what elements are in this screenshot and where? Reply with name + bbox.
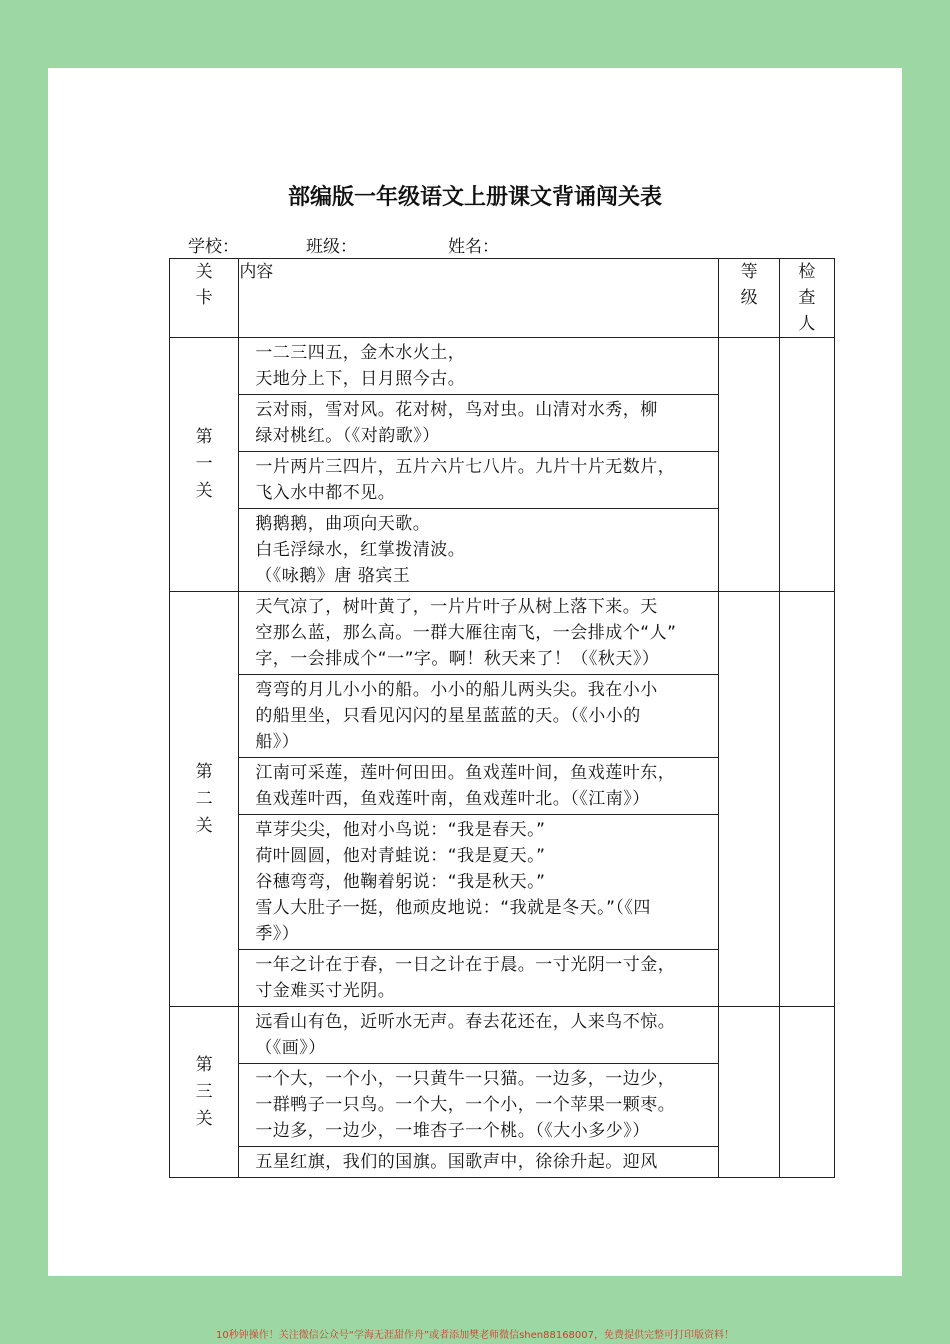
recitation-text bbox=[239, 675, 719, 758]
text-line: 船》） bbox=[255, 732, 300, 752]
name-field-label: 姓名： bbox=[448, 237, 499, 257]
recitation-text bbox=[239, 509, 719, 592]
document-page bbox=[48, 68, 902, 1276]
document-title: 部编版一年级语文上册课文背诵闯关表 bbox=[287, 185, 662, 210]
level-label bbox=[170, 338, 239, 592]
text-line: 江南可采莲，莲叶何田田。鱼戏莲叶间，鱼戏莲叶东， bbox=[255, 763, 676, 783]
recitation-table bbox=[169, 258, 835, 1178]
text-line: 雪人大肚子一挺，他顽皮地说：“我就是冬天。”（《四 bbox=[255, 898, 651, 918]
text-line: 的船里坐，只看见闪闪的星星蓝蓝的天。（《小小的 bbox=[255, 706, 641, 726]
table-row bbox=[170, 592, 835, 675]
text-line: 寸金难买寸光阴。 bbox=[255, 981, 396, 1001]
header-grade bbox=[719, 259, 779, 338]
text-line: 季》） bbox=[255, 924, 300, 944]
header-level-char: 关 bbox=[195, 262, 213, 282]
recitation-text bbox=[239, 815, 719, 950]
text-line: 绿对桃红。（《对韵歌》） bbox=[255, 426, 440, 446]
recitation-text bbox=[239, 950, 719, 1007]
recitation-text bbox=[239, 338, 719, 395]
header-checker bbox=[779, 259, 834, 338]
text-line: 鹅鹅鹅，曲项向天歌。 bbox=[255, 514, 431, 534]
text-line: 一边多，一边少，一堆杏子一个桃。（《大小多少》） bbox=[255, 1121, 650, 1141]
recitation-text bbox=[239, 592, 719, 675]
checker-cell[interactable] bbox=[779, 592, 834, 1007]
header-checker-char: 查 bbox=[798, 288, 816, 308]
text-line: 远看山有色，近听水无声。春去花还在，人来鸟不惊。 bbox=[255, 1012, 676, 1032]
text-line: 弯弯的月儿小小的船。小小的船儿两头尖。我在小小 bbox=[255, 680, 658, 700]
text-line: （《画》） bbox=[255, 1038, 326, 1058]
text-line: 草芽尖尖，他对小鸟说：“我是春天。” bbox=[255, 820, 546, 840]
level-label-char: 关 bbox=[195, 815, 213, 836]
level-label-char: 三 bbox=[195, 1081, 213, 1102]
text-line: 白毛浮绿水，红掌拨清波。 bbox=[255, 540, 466, 560]
footer-notice: 10秒钟操作！关注微信公众号“学海无涯甜作舟”或者添加樊老师微信shen88168007，免费提供完整可打印版资料！ bbox=[215, 1330, 735, 1341]
table-row bbox=[170, 338, 835, 395]
school-field-label: 学校： bbox=[188, 237, 239, 257]
recitation-text bbox=[239, 1147, 719, 1178]
header-grade-char: 等 bbox=[740, 262, 758, 282]
level-label-char: 一 bbox=[195, 454, 213, 474]
text-line: 谷穗弯弯，他鞠着躬说：“我是秋天。” bbox=[255, 872, 546, 892]
recitation-text bbox=[239, 395, 719, 452]
header-grade-char: 级 bbox=[740, 288, 758, 308]
checker-cell[interactable] bbox=[779, 1007, 834, 1178]
recitation-text bbox=[239, 1007, 719, 1064]
grade-cell[interactable] bbox=[719, 338, 779, 592]
text-line: 荷叶圆圆，他对青蛙说：“我是夏天。” bbox=[255, 846, 546, 866]
level-label bbox=[170, 592, 239, 1007]
text-line: 空那么蓝，那么高。一群大雁往南飞，一会排成个“人” bbox=[255, 623, 677, 643]
text-line: 天气凉了，树叶黄了，一片片叶子从树上落下来。天 bbox=[255, 597, 658, 617]
recitation-text bbox=[239, 1064, 719, 1147]
text-line: 一片两片三四片，五片六片七八片。九片十片无数片， bbox=[255, 457, 676, 477]
text-line: 五星红旗，我们的国旗。国歌声中，徐徐升起。迎风 bbox=[255, 1152, 658, 1172]
level-label-char: 关 bbox=[195, 481, 213, 501]
recitation-text bbox=[239, 758, 719, 815]
text-line: 飞入水中都不见。 bbox=[255, 483, 396, 503]
level-label bbox=[170, 1007, 239, 1178]
table-row bbox=[170, 1007, 835, 1064]
text-line: 一个大，一个小，一只黄牛一只猫。一边多，一边少， bbox=[255, 1069, 676, 1089]
text-line: （《咏鹅》唐 骆宾王 bbox=[255, 566, 411, 586]
text-line: 鱼戏莲叶西，鱼戏莲叶南，鱼戏莲叶北。（《江南》） bbox=[255, 789, 650, 809]
text-line: 一群鸭子一只鸟。一个大，一个小，一个苹果一颗枣。 bbox=[255, 1095, 676, 1115]
level-label-char: 关 bbox=[195, 1108, 213, 1129]
text-line: 一年之计在于春，一日之计在于晨。一寸光阴一寸金， bbox=[255, 955, 676, 975]
header-checker-char: 人 bbox=[798, 314, 816, 334]
table-header-row bbox=[170, 259, 835, 338]
text-line: 云对雨，雪对风。花对树，鸟对虫。山清对水秀，柳 bbox=[255, 400, 658, 420]
grade-cell[interactable] bbox=[719, 1007, 779, 1178]
text-line: 天地分上下，日月照今古。 bbox=[255, 369, 466, 389]
header-content: 内容 bbox=[239, 259, 719, 338]
level-label-char: 第 bbox=[195, 761, 213, 782]
recitation-text bbox=[239, 452, 719, 509]
grade-cell[interactable] bbox=[719, 592, 779, 1007]
class-field-label: 班级： bbox=[306, 237, 357, 257]
header-checker-char: 检 bbox=[798, 262, 816, 282]
header-level-char: 卡 bbox=[195, 288, 213, 308]
header-level bbox=[170, 259, 239, 338]
level-label-char: 第 bbox=[195, 427, 213, 447]
text-line: 一二三四五，金木水火土， bbox=[255, 343, 466, 363]
level-label-char: 第 bbox=[195, 1054, 213, 1075]
checker-cell[interactable] bbox=[779, 338, 834, 592]
text-line: 字，一会排成个“一”字。啊！秋天来了！（《秋天》） bbox=[255, 649, 660, 669]
level-label-char: 二 bbox=[195, 788, 213, 809]
